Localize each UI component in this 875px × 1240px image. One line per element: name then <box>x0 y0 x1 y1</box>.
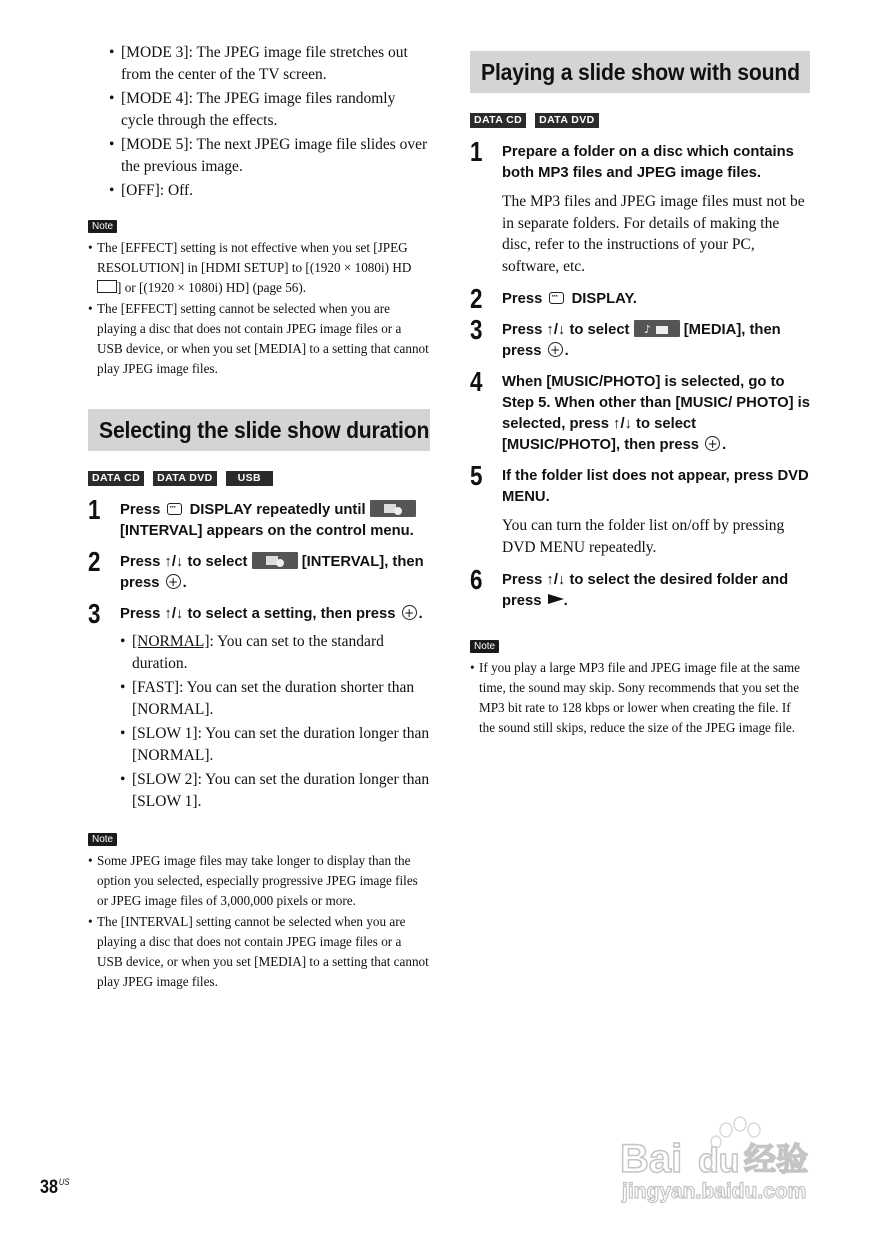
display-button-icon <box>549 292 564 304</box>
step-number: 5 <box>470 460 483 491</box>
enter-button-icon <box>705 436 720 451</box>
interval-icon <box>252 552 298 569</box>
note-list <box>88 238 430 379</box>
interval-icon <box>370 500 416 517</box>
section-header-sound <box>470 51 810 93</box>
watermark-cn: 经验 <box>744 1140 809 1178</box>
mode-list <box>76 42 430 202</box>
enter-button-icon <box>402 605 417 620</box>
section-title: Playing a slide show with sound <box>470 51 810 93</box>
badge-data-dvd: DATA DVD <box>153 471 217 486</box>
left-column <box>88 0 430 993</box>
step-number: 2 <box>470 283 483 314</box>
svg-text:♪: ♪ <box>643 323 651 336</box>
step-number: 6 <box>470 564 483 595</box>
watermark-brand-2: du <box>698 1142 740 1180</box>
mode-item: • [OFF]: Off. <box>76 180 430 202</box>
section-header-duration <box>88 409 430 451</box>
page-number: $38^{US}$ <box>40 1177 70 1198</box>
setting-list <box>120 631 430 813</box>
step-4: 4 When [MUSIC/PHOTO] is selected, go to Step 5. When other than [MUSIC/ PHOTO] is selected, press ↑/↓ to select [MUSIC/PHOTO], then press + . <box>470 372 810 456</box>
note-label: Note <box>88 220 117 233</box>
step-5: 5 If the folder list does not appear, press DVD MENU. You can turn the folder list on/off by pressing DVD MENU repeatedly. <box>470 460 809 556</box>
step-3: 3 Press ↑/↓ to select a setting, then press + . • [NORMAL]: You can set to the standard duration. • [FAST]: You can set the duration shorter than [NORMAL]. • [SLOW 1]: You can set the duration longer than [NORMAL]. • [SLOW 2]: You can set the duration longer than [SLOW 1]. <box>88 604 430 813</box>
section-title: Selecting the slide show duration <box>88 409 430 451</box>
step-2: 2 Press ··· DISPLAY. <box>470 289 810 310</box>
right-column <box>470 0 810 739</box>
watermark-url: jingyan.baidu.com <box>622 1180 807 1203</box>
mode-item: • [MODE 3]: The JPEG image file stretches out from the center of the TV screen. <box>76 42 430 86</box>
badge-data-cd: DATA CD <box>88 471 144 486</box>
step-1: 1 Press ··· DISPLAY repeatedly until [INTERVAL] appears on the control menu. <box>88 500 430 542</box>
enter-button-icon <box>548 342 563 357</box>
note-item: • The [EFFECT] setting is not effective when you set [JPEG RESOLUTION] in [HDMI SETUP] to [(1920 × 1080i) HD ] or [(1920 × 1080i) HD] (page 56). <box>88 238 430 298</box>
step-1: 1 Prepare a folder on a disc which contains both MP3 files and JPEG image files. The MP3 files and JPEG image files must not be in separate folders. For details of making the disc, refer to the instructions of your PC, software, etc. <box>470 136 805 275</box>
step-number: 4 <box>470 366 483 397</box>
step-number: 2 <box>88 546 101 577</box>
step-number: 3 <box>88 598 101 629</box>
note-item: • The [INTERVAL] setting cannot be selected when you are playing a disc that does not contain JPEG image files or a USB device, or when you set [MEDIA] to a setting that cannot play JPEG image files. <box>88 912 430 992</box>
note-list <box>88 851 430 992</box>
media-badges <box>470 113 810 128</box>
setting-item: • [SLOW 2]: You can set the duration longer than [SLOW 1]. <box>120 769 430 813</box>
hd-frame-icon <box>97 280 117 293</box>
media-icon <box>634 320 680 337</box>
step-number: 1 <box>470 136 483 167</box>
note-item: • Some JPEG image files may take longer to display than the option you selected, especially progressive JPEG image files or JPEG image files of 3,000,000 pixels or more. <box>88 851 430 911</box>
note-label: Note <box>470 640 499 653</box>
badge-data-dvd: DATA DVD <box>535 113 599 128</box>
badge-data-cd: DATA CD <box>470 113 526 128</box>
step-3: 3 Press ↑/↓ to select ♪ [MEDIA], then press + . <box>470 320 810 362</box>
note-item: • The [EFFECT] setting cannot be selected when you are playing a disc that does not contain JPEG image files or a USB device, or when you set [MEDIA] to a setting that cannot play JPEG image files. <box>88 299 430 379</box>
mode-item: • [MODE 4]: The JPEG image files randomly cycle through the effects. <box>76 88 430 132</box>
mode-item: • [MODE 5]: The next JPEG image file slides over the previous image. <box>76 134 430 178</box>
step-6: 6 Press ↑/↓ to select the desired folder and press . <box>470 564 789 609</box>
watermark-brand: Bai <box>620 1137 683 1181</box>
enter-button-icon <box>166 574 181 589</box>
setting-item: • [SLOW 1]: You can set the duration longer than [NORMAL]. <box>120 723 430 767</box>
badge-usb: USB <box>226 471 273 486</box>
step-2: 2 Press ↑/↓ to select [INTERVAL], then press + . <box>88 552 430 594</box>
step-number: 1 <box>88 494 101 525</box>
baidu-watermark <box>618 1112 828 1207</box>
step-number: 3 <box>470 314 483 345</box>
note-label: Note <box>88 833 117 846</box>
setting-item: • [NORMAL]: You can set to the standard duration. <box>120 631 430 675</box>
note-item: • If you play a large MP3 file and JPEG image file at the same time, the sound may skip. Sony recommends that you set the MP3 bit rate to 128 kbps or lower when creating the file. If the sound still skips, reduce the size of the JPEG image file. <box>470 658 810 738</box>
display-button-icon <box>167 503 182 515</box>
media-badges <box>88 471 430 486</box>
play-icon <box>548 594 564 604</box>
setting-item: • [FAST]: You can set the duration shorter than [NORMAL]. <box>120 677 430 721</box>
note-list <box>470 658 810 738</box>
